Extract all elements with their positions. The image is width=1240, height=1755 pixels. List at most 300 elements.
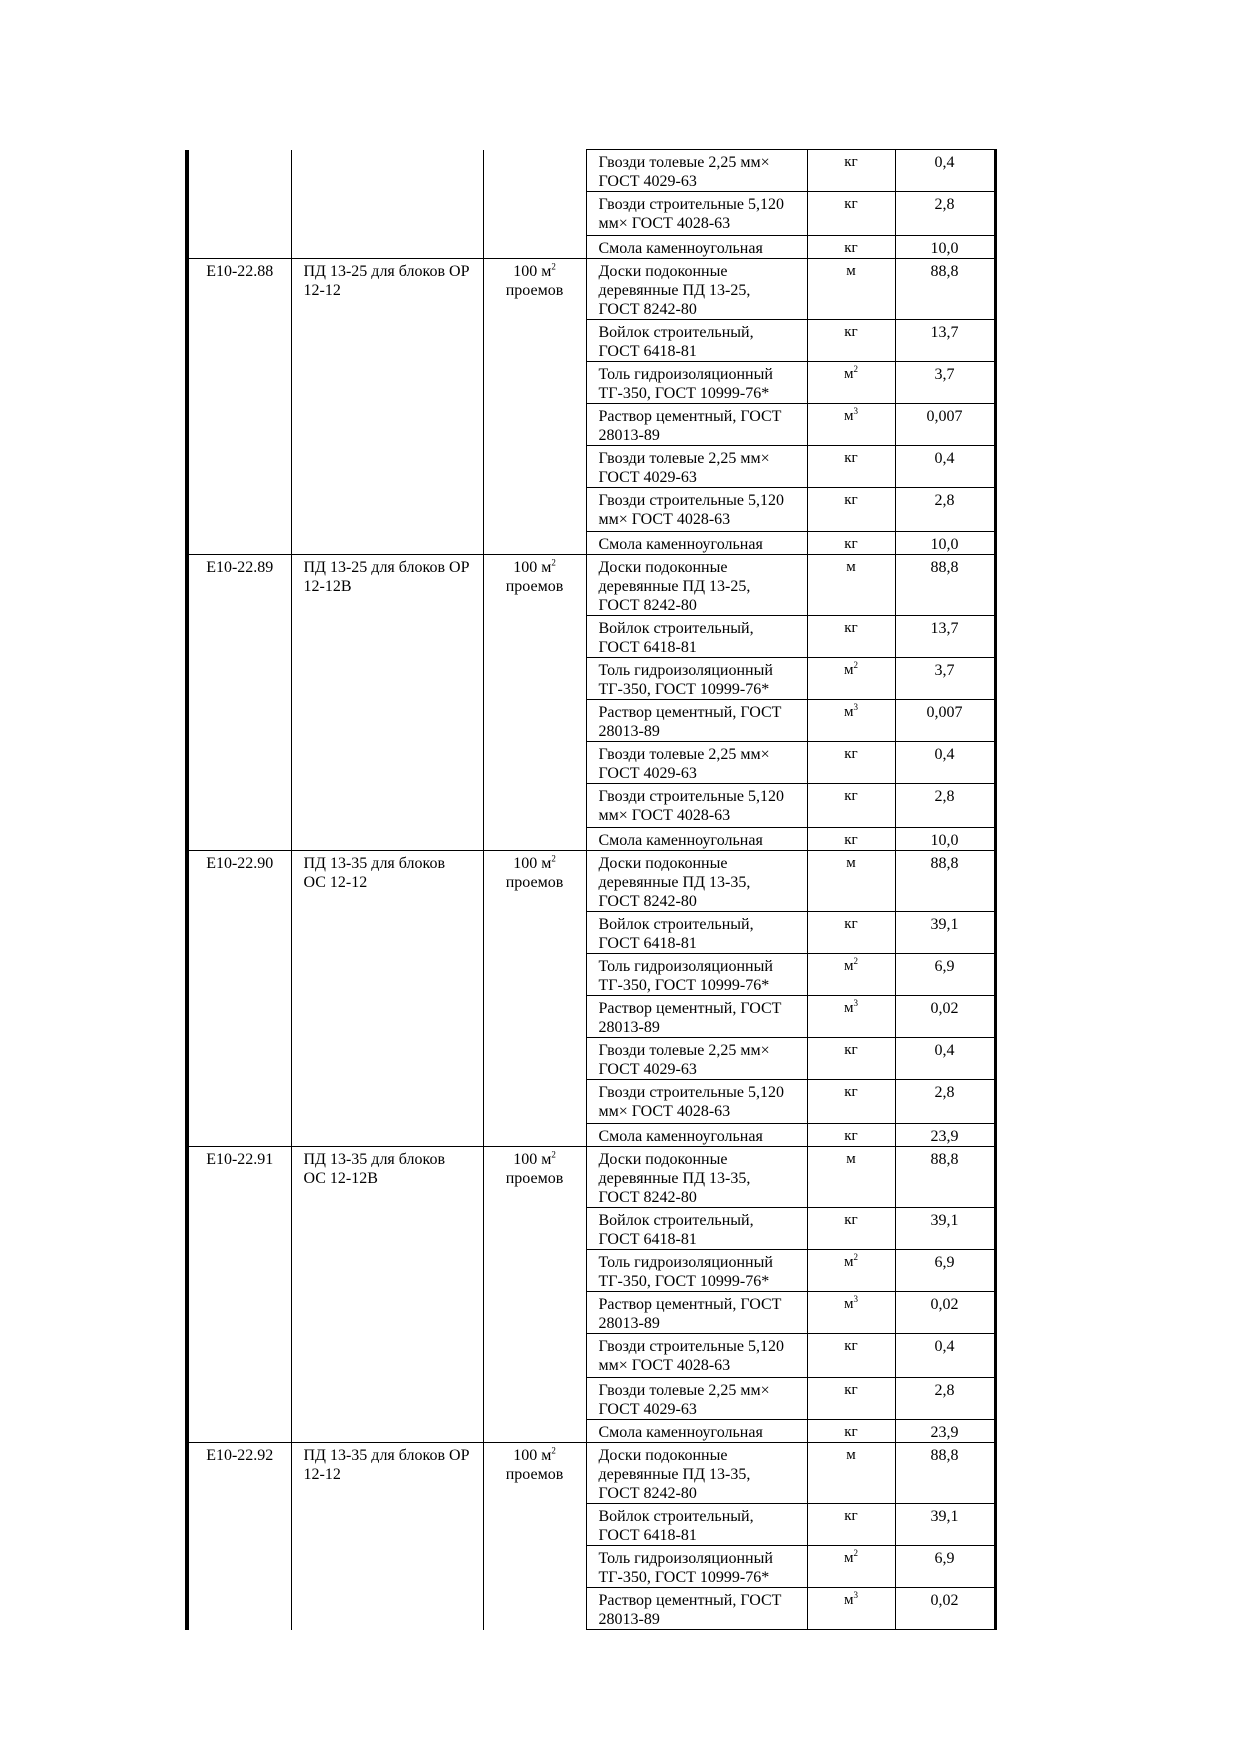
work-name: ПД 13-35 для блоков ОС 12-12 [303,855,446,891]
material-name: Раствор цементный, ГОСТ 28013-89 [598,1000,782,1036]
quantity-cell [895,1378,995,1420]
quantity-value: 0,4 [934,746,955,763]
unit-value: м [846,855,856,871]
unit-value: кг [844,196,858,212]
norm-code-cell [187,1038,291,1080]
measure-unit-cell [483,742,586,784]
material-cell [586,1420,807,1443]
unit-value: кг [844,450,858,466]
quantity-value: 6,9 [934,958,955,975]
unit-value: м [844,1592,854,1608]
material-name: Войлок строительный, ГОСТ 6418-81 [598,620,754,656]
measure-superscript: 2 [551,1445,556,1456]
unit-cell [807,1334,895,1378]
quantity-cell [895,488,995,532]
table-row [187,555,995,616]
table-row [187,150,995,192]
material-cell [586,742,807,784]
material-cell [586,1080,807,1124]
material-cell [586,658,807,700]
unit-cell [807,784,895,828]
material-name: Доски подоконные деревянные ПД 13-35, ГОСТ 8242-80 [598,1447,751,1502]
quantity-value: 2,8 [934,196,955,213]
norm-code: Е10-22.89 [206,559,274,576]
material-cell [586,1038,807,1080]
quantity-value: 88,8 [930,1447,959,1464]
material-name: Войлок строительный, ГОСТ 6418-81 [598,324,754,360]
work-name-cell [291,616,483,658]
measure-unit-cell [483,828,586,851]
measure-unit-cell [483,446,586,488]
unit-cell [807,1292,895,1334]
unit-value: кг [844,1508,858,1524]
quantity-value: 2,8 [934,1084,955,1101]
norm-code-cell [187,1080,291,1124]
table-row [187,1588,995,1630]
quantity-cell [895,320,995,362]
quantity-value: 88,8 [930,559,959,576]
measure-unit-cell [483,1420,586,1443]
norm-code: Е10-22.91 [206,1151,274,1168]
material-cell [586,996,807,1038]
measure-unit-cell [483,912,586,954]
material-cell [586,828,807,851]
unit-value: м [844,1000,854,1016]
unit-cell [807,996,895,1038]
measure-unit-cell [483,488,586,532]
table-row [187,658,995,700]
unit-cell [807,954,895,996]
material-name: Смола каменноугольная [598,832,763,849]
norm-code-cell [187,954,291,996]
quantity-cell [895,828,995,851]
material-name: Доски подоконные деревянные ПД 13-35, ГОСТ 8242-80 [598,855,751,910]
table-row [187,192,995,236]
unit-cell [807,362,895,404]
unit-value: кг [844,154,858,170]
material-name: Гвозди строительные 5,120 мм× ГОСТ 4028-63 [598,1338,784,1374]
work-name: ПД 13-35 для блоков ОР 12-12 [303,1447,470,1483]
work-name-cell [291,851,483,912]
table-row [187,532,995,555]
norm-code-cell [187,1334,291,1378]
measure-unit-cell [483,1443,586,1504]
norm-code-cell [187,828,291,851]
work-name-cell [291,1124,483,1147]
unit-superscript: 2 [853,1548,858,1558]
norm-code-cell [187,236,291,259]
norm-code-cell [187,1292,291,1334]
table-row [187,954,995,996]
measure-unit-cell [483,996,586,1038]
table-row [187,1292,995,1334]
unit-cell [807,828,895,851]
quantity-value: 10,0 [930,240,959,257]
work-name-cell [291,742,483,784]
work-name-cell [291,192,483,236]
quantity-cell [895,446,995,488]
material-cell [586,446,807,488]
table-row [187,851,995,912]
material-name: Гвозди строительные 5,120 мм× ГОСТ 4028-63 [598,492,784,528]
material-name: Смола каменноугольная [598,1424,763,1441]
measure-unit-cell [483,1378,586,1420]
material-name: Смола каменноугольная [598,536,763,553]
unit-value: кг [844,1128,858,1144]
unit-superscript: 2 [853,956,858,966]
quantity-cell [895,1443,995,1504]
norm-code-cell [187,362,291,404]
measure-unit-cell [483,1080,586,1124]
quantity-value: 88,8 [930,263,959,280]
quantity-value: 88,8 [930,855,959,872]
unit-value: м [844,1296,854,1312]
unit-superscript: 2 [853,660,858,670]
table-row [187,1124,995,1147]
measure-unit-cell [483,1588,586,1630]
unit-cell [807,1443,895,1504]
unit-value: м [846,559,856,575]
material-cell [586,1250,807,1292]
quantity-cell [895,1080,995,1124]
unit-cell [807,555,895,616]
material-name: Гвозди толевые 2,25 мм× ГОСТ 4029-63 [598,1042,770,1078]
unit-value: кг [844,324,858,340]
unit-value: кг [844,240,858,256]
material-name: Войлок строительный, ГОСТ 6418-81 [598,1508,754,1544]
work-name-cell [291,259,483,320]
quantity-value: 6,9 [934,1254,955,1271]
table-row [187,1546,995,1588]
material-cell [586,851,807,912]
material-cell [586,1147,807,1208]
measure-unit-cell [483,192,586,236]
unit-cell [807,1147,895,1208]
material-cell [586,1378,807,1420]
measure-value: 100 м [513,1447,552,1464]
measure-unit-cell [483,954,586,996]
material-cell [586,150,807,192]
table-row [187,446,995,488]
norm-code-cell [187,784,291,828]
work-name-cell [291,1208,483,1250]
quantity-cell [895,954,995,996]
measure-value: 100 м [513,263,552,280]
measure-unit-cell [483,1292,586,1334]
unit-value: кг [844,832,858,848]
unit-value: кг [844,492,858,508]
table-row [187,1420,995,1443]
quantity-value: 0,4 [934,450,955,467]
material-cell [586,259,807,320]
material-cell [586,912,807,954]
quantity-cell [895,192,995,236]
measure-unit-cell [483,1147,586,1208]
quantity-value: 39,1 [930,916,959,933]
unit-superscript: 3 [853,1590,858,1600]
quantity-cell [895,1038,995,1080]
quantity-cell [895,742,995,784]
unit-cell [807,1038,895,1080]
norm-code-cell [187,555,291,616]
work-name-cell [291,1292,483,1334]
norm-code-cell [187,851,291,912]
quantity-cell [895,362,995,404]
material-name: Гвозди строительные 5,120 мм× ГОСТ 4028-63 [598,788,784,824]
table-row [187,1378,995,1420]
norm-code-cell [187,192,291,236]
norm-code: Е10-22.88 [206,263,274,280]
work-name-cell [291,1147,483,1208]
material-name: Толь гидроизоляционный ТГ-350, ГОСТ 10999-76* [598,662,773,698]
unit-value: кг [844,620,858,636]
unit-cell [807,742,895,784]
quantity-cell [895,150,995,192]
norm-code-cell [187,446,291,488]
unit-cell [807,236,895,259]
table-row [187,1208,995,1250]
unit-cell [807,1504,895,1546]
material-name: Толь гидроизоляционный ТГ-350, ГОСТ 10999-76* [598,1550,773,1586]
measure-superscript: 2 [551,557,556,568]
measure-unit-cell [483,1208,586,1250]
material-name: Доски подоконные деревянные ПД 13-35, ГОСТ 8242-80 [598,1151,751,1206]
norm-code-cell [187,616,291,658]
quantity-value: 0,02 [930,1296,959,1313]
material-cell [586,192,807,236]
unit-value: м [844,366,854,382]
work-name-cell [291,320,483,362]
table-row [187,1250,995,1292]
work-name-cell [291,150,483,192]
unit-value: кг [844,746,858,762]
unit-cell [807,1588,895,1630]
norm-code-cell [187,1147,291,1208]
norm-code: Е10-22.90 [206,855,274,872]
norm-code-cell [187,1378,291,1420]
unit-cell [807,658,895,700]
material-cell [586,1292,807,1334]
norm-code-cell [187,1124,291,1147]
material-name: Раствор цементный, ГОСТ 28013-89 [598,1592,782,1628]
material-name: Гвозди толевые 2,25 мм× ГОСТ 4029-63 [598,746,770,782]
material-name: Толь гидроизоляционный ТГ-350, ГОСТ 10999-76* [598,958,773,994]
measure-unit-cell [483,1038,586,1080]
quantity-cell [895,1250,995,1292]
quantity-value: 13,7 [930,620,959,637]
quantity-value: 0,007 [926,408,963,425]
material-cell [586,1443,807,1504]
quantity-cell [895,1546,995,1588]
material-name: Гвозди строительные 5,120 мм× ГОСТ 4028-63 [598,196,784,232]
quantity-value: 2,8 [934,788,955,805]
table-row [187,912,995,954]
unit-value: м [844,408,854,424]
material-name: Гвозди толевые 2,25 мм× ГОСТ 4029-63 [598,450,770,486]
material-cell [586,784,807,828]
table-row [187,784,995,828]
work-name-cell [291,1504,483,1546]
unit-value: м [846,263,856,279]
measure-unit-cell [483,555,586,616]
work-name-cell [291,700,483,742]
work-name-cell [291,996,483,1038]
unit-cell [807,532,895,555]
material-cell [586,616,807,658]
measure-unit-cell [483,236,586,259]
material-cell [586,1334,807,1378]
work-name-cell [291,1420,483,1443]
measure-unit-cell [483,259,586,320]
unit-cell [807,259,895,320]
quantity-cell [895,1292,995,1334]
material-name: Раствор цементный, ГОСТ 28013-89 [598,408,782,444]
work-name-cell [291,1588,483,1630]
unit-superscript: 3 [853,406,858,416]
quantity-cell [895,1334,995,1378]
measure-unit-cell [483,150,586,192]
material-name: Толь гидроизоляционный ТГ-350, ГОСТ 10999-76* [598,1254,773,1290]
quantity-cell [895,616,995,658]
norm-code-cell [187,488,291,532]
unit-cell [807,700,895,742]
table-row [187,996,995,1038]
quantity-value: 10,0 [930,536,959,553]
material-name: Гвозди толевые 2,25 мм× ГОСТ 4029-63 [598,1382,770,1418]
unit-cell [807,1250,895,1292]
measure-unit-cell [483,851,586,912]
unit-value: кг [844,916,858,932]
unit-value: кг [844,1382,858,1398]
measure-word: проемов [505,1170,564,1187]
material-cell [586,404,807,446]
quantity-value: 39,1 [930,1212,959,1229]
unit-value: м [846,1447,856,1463]
unit-cell [807,616,895,658]
table-row [187,236,995,259]
quantity-cell [895,658,995,700]
norm-code-cell [187,1504,291,1546]
measure-unit-cell [483,700,586,742]
measure-unit-cell [483,404,586,446]
material-cell [586,1208,807,1250]
material-cell [586,1546,807,1588]
quantity-value: 23,9 [930,1424,959,1441]
quantity-cell [895,555,995,616]
unit-cell [807,488,895,532]
table-row [187,1334,995,1378]
unit-cell [807,1546,895,1588]
quantity-cell [895,1147,995,1208]
table-row [187,1147,995,1208]
work-name: ПД 13-25 для блоков ОР 12-12В [303,559,470,595]
unit-superscript: 3 [853,702,858,712]
norm-code-cell [187,658,291,700]
work-name: ПД 13-25 для блоков ОР 12-12 [303,263,470,299]
quantity-cell [895,1420,995,1443]
quantity-value: 23,9 [930,1128,959,1145]
quantity-value: 3,7 [934,662,955,679]
work-name-cell [291,446,483,488]
material-cell [586,1588,807,1630]
material-name: Войлок строительный, ГОСТ 6418-81 [598,1212,754,1248]
material-name: Войлок строительный, ГОСТ 6418-81 [598,916,754,952]
norm-code-cell [187,1208,291,1250]
material-name: Раствор цементный, ГОСТ 28013-89 [598,1296,782,1332]
norm-code-cell [187,320,291,362]
measure-superscript: 2 [551,261,556,272]
measure-word: проемов [505,282,564,299]
quantity-cell [895,1588,995,1630]
quantity-cell [895,1504,995,1546]
measure-unit-cell [483,658,586,700]
material-name: Смола каменноугольная [598,240,763,257]
table-row [187,404,995,446]
measure-word: проемов [505,1466,564,1483]
unit-cell [807,404,895,446]
norms-table-body [187,150,995,1630]
unit-value: м [844,1550,854,1566]
table-row [187,362,995,404]
unit-cell [807,1124,895,1147]
norm-code-cell [187,532,291,555]
table-row [187,828,995,851]
norm-code-cell [187,259,291,320]
table-row [187,259,995,320]
quantity-value: 10,0 [930,832,959,849]
quantity-value: 3,7 [934,366,955,383]
unit-value: м [844,704,854,720]
quantity-cell [895,912,995,954]
measure-superscript: 2 [551,853,556,864]
quantity-cell [895,784,995,828]
measure-word: проемов [505,578,564,595]
unit-value: кг [844,1084,858,1100]
work-name-cell [291,1250,483,1292]
unit-value: м [844,662,854,678]
unit-cell [807,446,895,488]
work-name-cell [291,488,483,532]
norm-code-cell [187,404,291,446]
norm-code-cell [187,742,291,784]
material-cell [586,1504,807,1546]
unit-cell [807,192,895,236]
quantity-value: 0,02 [930,1000,959,1017]
table-row [187,616,995,658]
norm-code-cell [187,700,291,742]
quantity-value: 0,02 [930,1592,959,1609]
material-name: Толь гидроизоляционный ТГ-350, ГОСТ 10999-76* [598,366,773,402]
measure-value: 100 м [513,1151,552,1168]
work-name: ПД 13-35 для блоков ОС 12-12В [303,1151,446,1187]
material-cell [586,954,807,996]
quantity-value: 0,4 [934,1042,955,1059]
norm-code: Е10-22.92 [206,1447,274,1464]
work-name-cell [291,1334,483,1378]
table-row [187,320,995,362]
table-row [187,1038,995,1080]
unit-cell [807,1378,895,1420]
quantity-cell [895,404,995,446]
norm-code-cell [187,1420,291,1443]
unit-superscript: 3 [853,1294,858,1304]
quantity-value: 0,007 [926,704,963,721]
unit-superscript: 2 [853,364,858,374]
material-name: Смола каменноугольная [598,1128,763,1145]
table-row [187,1080,995,1124]
unit-value: кг [844,536,858,552]
quantity-value: 0,4 [934,1338,955,1355]
